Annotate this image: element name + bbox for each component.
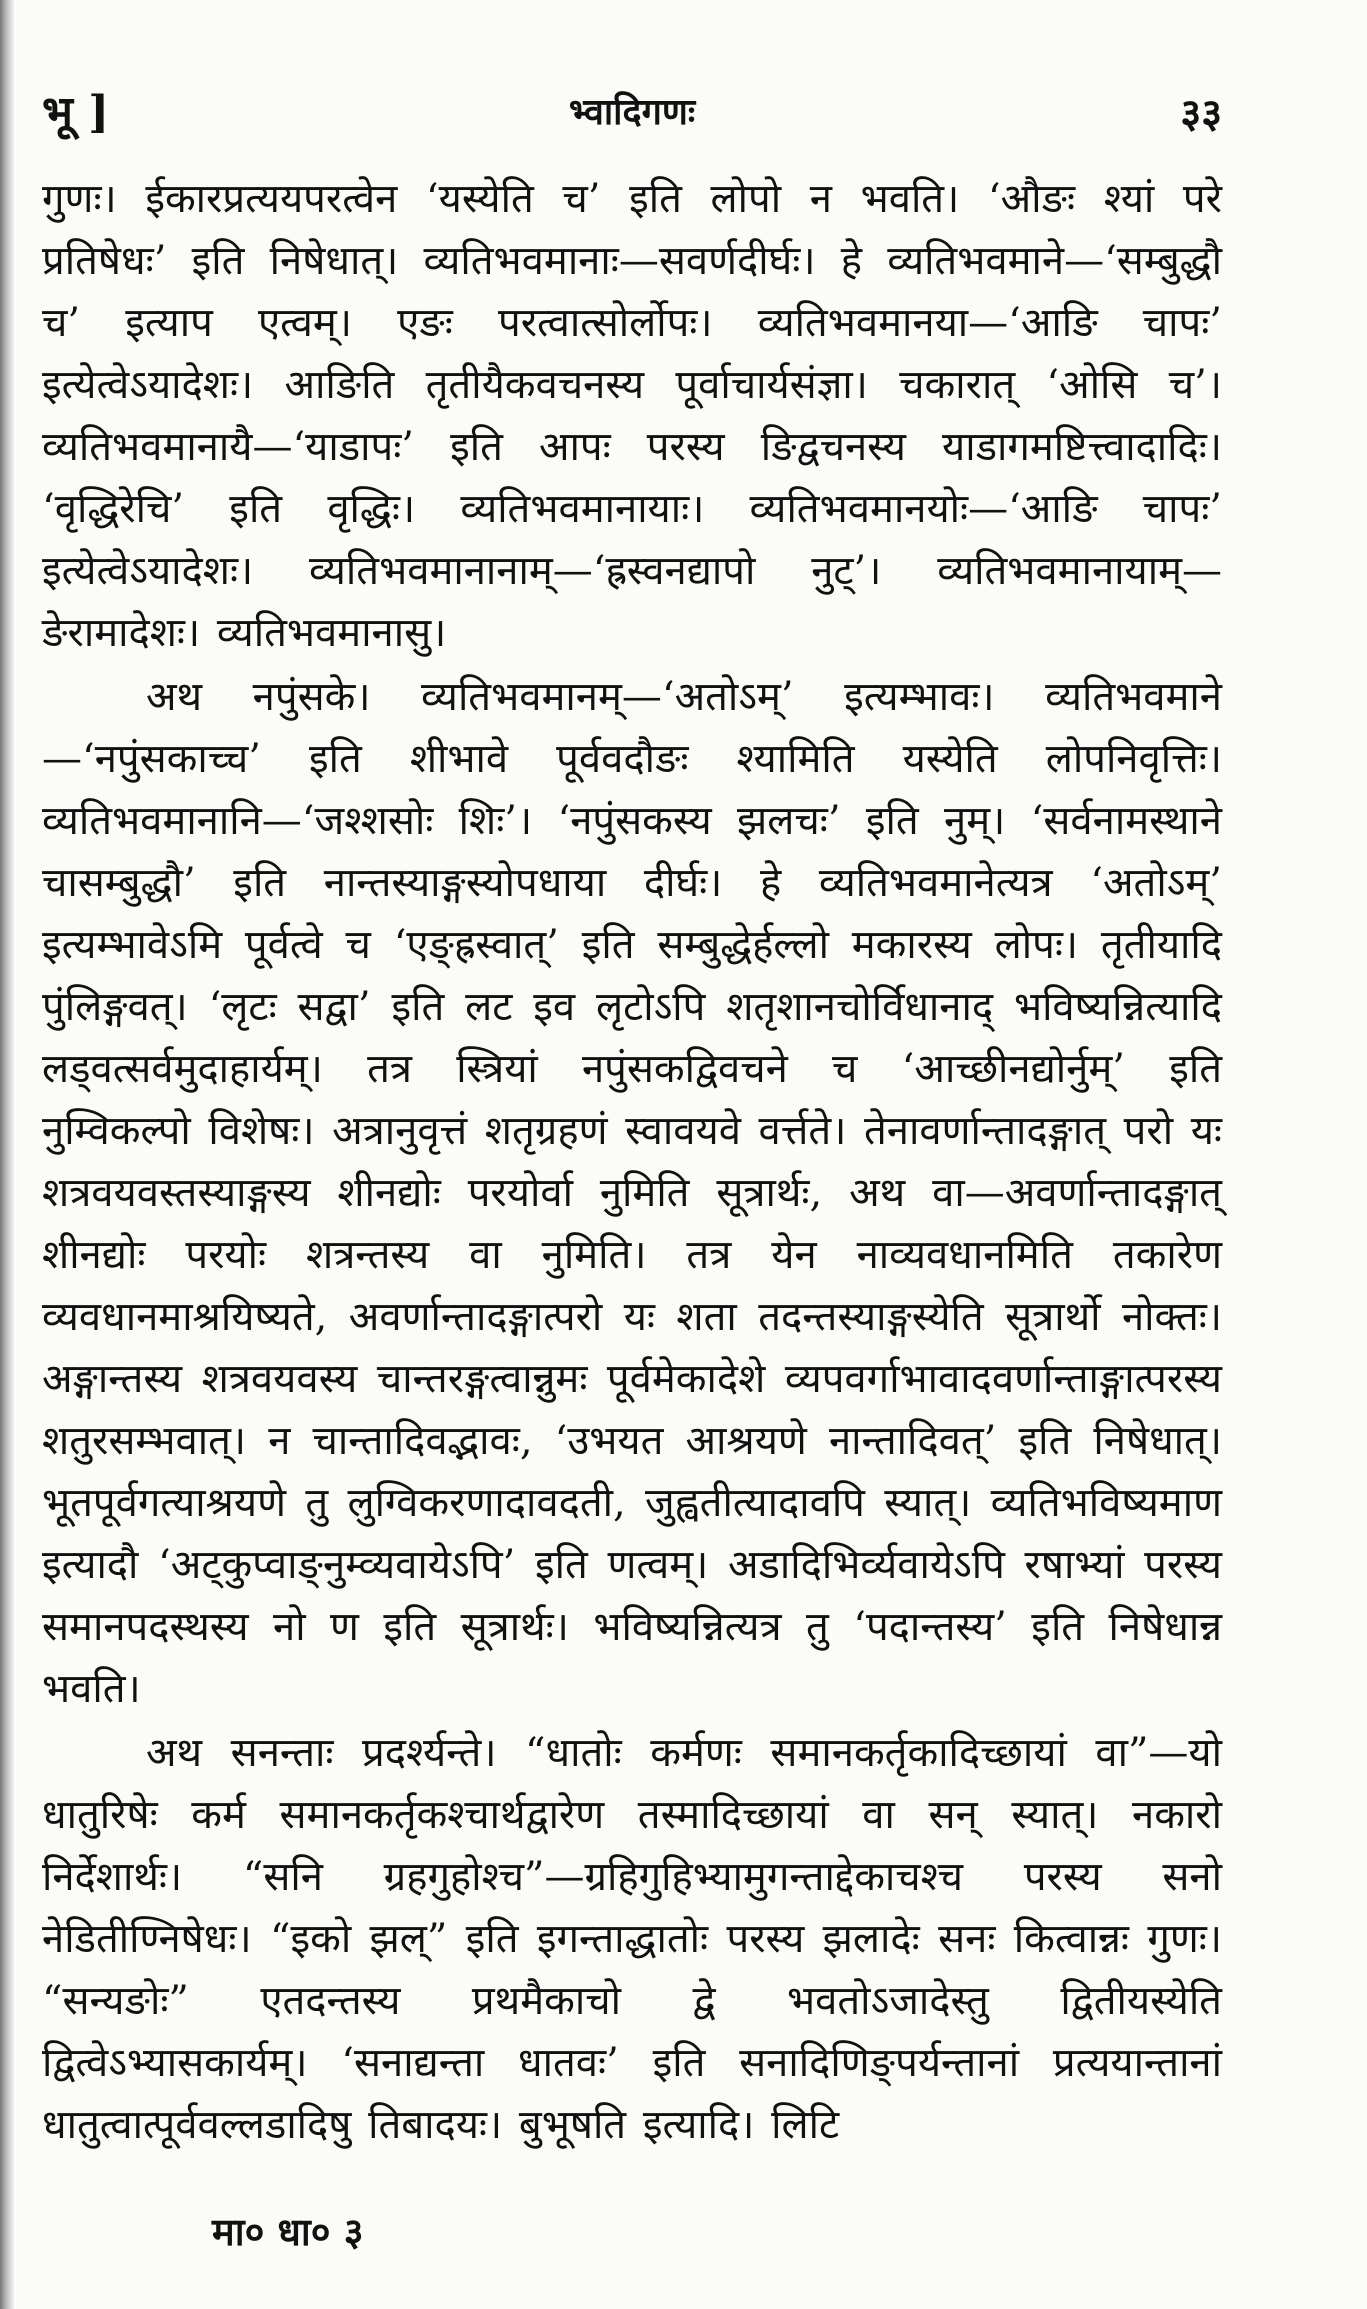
page-edge-shadow	[0, 0, 14, 2309]
running-header	[42, 80, 1222, 140]
footer-signature: मा० धा० ३	[212, 2209, 364, 2254]
paragraph-2: अथ नपुंसके। व्यतिभवमानम्—‘अतोऽम्’ इत्यम्भावः। व्यतिभवमाने—‘नपुंसकाच्च’ इति शीभावे पूर्ववदौङः श्यामिति यस्येति लोपनिवृत्तिः। व्यतिभवमानानि—‘जश्शसोः शिः’। ‘नपुंसकस्य झलचः’ इति नुम्। ‘सर्वनामस्थाने चासम्बुद्धौ’ इति नान्तस्याङ्गस्योपधाया दीर्घः। हे व्यतिभवमानेत्यत्र ‘अतोऽम्’ इत्यम्भावेऽमि पूर्वत्वे च ‘एङ्ह्रस्वात्’ इति सम्बुद्धेर्हल्लो मकारस्य लोपः। तृतीयादि पुंलिङ्गवत्। ‘लृटः सद्वा’ इति लट इव लृटोऽपि शतृशानचोर्विधानाद् भविष्यन्नित्यादि लड्वत्सर्वमुदाहार्यम्। तत्र स्त्रियां नपुंसकद्विवचने च ‘आच्छीनद्योर्नुम्’ इति नुम्विकल्पो विशेषः। अत्रानुवृत्तं शतृग्रहणं स्वावयवे वर्त्तते। तेनावर्णान्तादङ्गात् परो यः शत्रवयवस्तस्याङ्गस्य शीनद्योः परयोर्वा नुमिति सूत्रार्थः, अथ वा—अवर्णान्तादङ्गात् शीनद्योः परयोः शत्रन्तस्य वा नुमिति। तत्र येन नाव्यवधानमिति तकारेण व्यवधानमाश्रयिष्यते, अवर्णान्तादङ्गात्परो यः शता तदन्तस्याङ्गस्येति सूत्रार्थो नोक्तः। अङ्गान्तस्य शत्रवयवस्य चान्तरङ्गत्वान्नुमः पूर्वमेकादेशे व्यपवर्गाभावादवर्णान्ताङ्गात्परस्य शतुरसम्भवात्। न चान्तादिवद्भावः, ‘उभयत आश्रयणे नान्तादिवत्’ इति निषेधात्। भूतपूर्वगत्याश्रयणे तु लुग्विकरणादावदती, जुह्वतीत्यादावपि स्यात्। व्यतिभविष्यमाण इत्यादौ ‘अट्कुप्वाङ्नुम्व्यवायेऽपि’ इति णत्वम्। अडादिभिर्व्यवायेऽपि रषाभ्यां परस्य समानपदस्थस्य नो ण इति सूत्रार्थः। भविष्यन्नित्यत्र तु ‘पदान्तस्य’ इति निषेधान्न भवति।	[42, 674, 1222, 1712]
page-number: ३३	[1180, 90, 1222, 137]
paragraph-3: अथ सनन्ताः प्रदर्श्यन्ते। “धातोः कर्मणः समानकर्तृकादिच्छायां वा”—यो धातुरिषेः कर्म समानकर्तृकश्चार्थद्वारेण तस्मादिच्छायां वा सन् स्यात्। नकारो निर्देशार्थः। “सनि ग्रहगुहोश्च”—ग्रहिगुहिभ्यामुगन्ताद्देकाचश्च परस्य सनो नेडितीण्निषेधः। “इको झल्” इति इगन्ताद्धातोः परस्य झलादेः सनः कित्वान्नः गुणः। “सन्यङोः” एतदन्तस्य प्रथमैकाचो द्वे भवतोऽजादेस्तु द्वितीयस्येति द्वित्वेऽभ्यासकार्यम्। ‘सनाद्यन्ता धातवः’ इति सनादिणिङ्पर्यन्तानां प्रत्ययान्तानां धातुत्वात्पूर्ववल्लडादिषु तिबादयः। बुभूषति इत्यादि। लिटि	[42, 1730, 1222, 2148]
main-text	[42, 168, 1222, 2156]
header-title: भ्वादिगणः	[568, 91, 696, 133]
paragraph-1: गुणः। ईकारप्रत्ययपरत्वेन ‘यस्येति च’ इति लोपो न भवति। ‘औङः श्यां परे प्रतिषेधः’ इति निषेधात्। व्यतिभवमानाः—सवर्णदीर्घः। हे व्यतिभवमाने—‘सम्बुद्धौ च’ इत्याप एत्वम्। एङः परत्वात्सोर्लोपः। व्यतिभवमानया—‘आङि चापः’ इत्येत्वेऽयादेशः। आङिति तृतीयैकवचनस्य पूर्वाचार्यसंज्ञा। चकारात् ‘ओसि च’। व्यतिभवमानायै—‘याडापः’ इति आपः परस्य ङिद्वचनस्य याडागमष्टित्त्वादादिः। ‘वृद्धिरेचि’ इति वृद्धिः। व्यतिभवमानायाः। व्यतिभवमानयोः—‘आङि चापः’ इत्येत्वेऽयादेशः। व्यतिभवमानानाम्—‘ह्रस्वनद्यापो नुट्’। व्यतिभवमानायाम्—ङेरामादेशः। व्यतिभवमानासु।	[42, 176, 1222, 656]
header-left-label: भू ]	[42, 87, 110, 138]
